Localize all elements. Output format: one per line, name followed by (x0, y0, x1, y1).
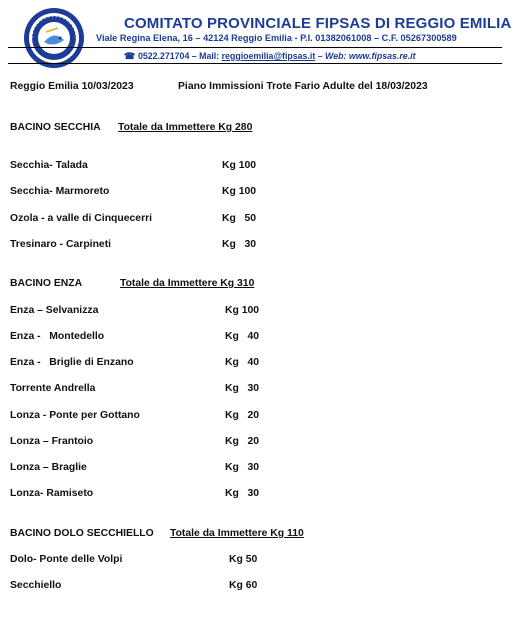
row-place: Secchia- Talada (10, 160, 88, 171)
row-qty: Kg 40 (225, 331, 260, 342)
row-place: Torrente Andrella (10, 383, 96, 394)
row-place: Lonza – Frantoio (10, 436, 94, 447)
organization-title: COMITATO PROVINCIALE FIPSAS DI REGGIO EMILIA (124, 15, 512, 32)
row-place: Dolo- Ponte delle Volpi (10, 554, 123, 565)
mail-link[interactable]: reggioemilia@fipsas.it (221, 51, 316, 61)
row-place: Ozola - a valle di Cinquecerri (10, 213, 153, 224)
web-link[interactable]: www.fipsas.re.it (348, 51, 416, 61)
row-qty: Kg 100 (222, 160, 257, 171)
row-place: Enza - Montedello (10, 331, 105, 342)
section-total-enza: Totale da Immettere Kg 310 (120, 278, 255, 289)
organization-contacts (124, 51, 416, 62)
row-qty: Kg 100 (225, 305, 260, 316)
web-label: – Web: (317, 51, 347, 61)
section-total-dolo-secchiello: Totale da Immettere Kg 110 (170, 528, 304, 539)
row-place: Secchia- Marmoreto (10, 186, 110, 197)
row-qty: Kg 50 (222, 213, 257, 224)
place-date: Reggio Emilia 10/03/2023 (10, 81, 134, 92)
organization-address: Viale Regina Elena, 16 – 42124 Reggio Emilia - P.I. 01382061008 – C.F. 05267300589 (96, 33, 457, 43)
row-qty: Kg 60 (229, 580, 258, 591)
row-qty: Kg 30 (225, 462, 260, 473)
mail-label: – Mail: (191, 51, 220, 61)
row-place: Enza - Briglie di Enzano (10, 357, 134, 368)
section-total-secchia: Totale da Immettere Kg 280 (118, 122, 253, 133)
section-title-dolo-secchiello: BACINO DOLO SECCHIELLO (10, 528, 154, 539)
row-qty: Kg 20 (225, 410, 260, 421)
header-rule-bottom (8, 63, 502, 64)
header-rule-top (8, 47, 502, 48)
row-qty: Kg 50 (229, 554, 258, 565)
phone-number: 0522.271704 (137, 51, 190, 61)
row-place: Secchiello (10, 580, 62, 591)
row-qty: Kg 100 (222, 186, 257, 197)
row-qty: Kg 30 (222, 239, 257, 250)
row-place: Lonza- Ramiseto (10, 488, 94, 499)
row-place: Lonza – Braglie (10, 462, 87, 473)
row-qty: Kg 40 (225, 357, 260, 368)
section-title-secchia: BACINO SECCHIA (10, 122, 101, 133)
fipsas-logo-icon (22, 6, 86, 70)
row-qty: Kg 30 (225, 383, 260, 394)
section-title-enza: BACINO ENZA (10, 278, 83, 289)
row-place: Tresinaro - Carpineti (10, 239, 112, 250)
telephone-icon: ☎ (124, 51, 135, 61)
row-qty: Kg 20 (225, 436, 260, 447)
row-qty: Kg 30 (225, 488, 260, 499)
row-place: Enza – Selvanizza (10, 305, 99, 316)
row-place: Lonza - Ponte per Gottano (10, 410, 140, 421)
document-subject: Piano Immissioni Trote Fario Adulte del 18/03/2023 (178, 81, 428, 92)
